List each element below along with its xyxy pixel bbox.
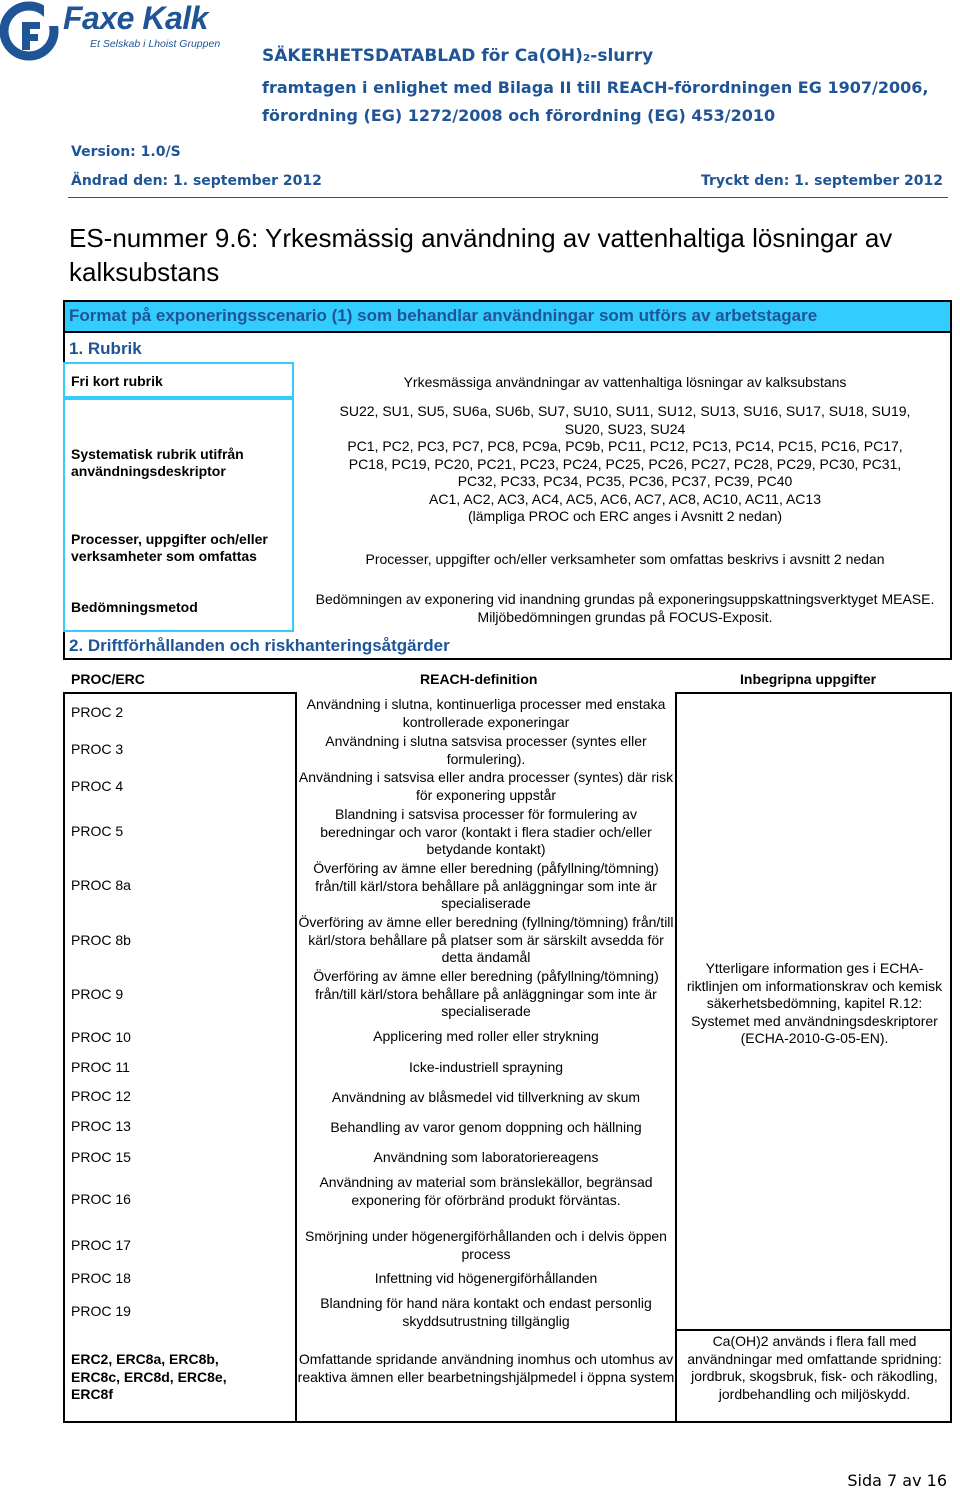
- proc-code: PROC 16: [71, 1191, 131, 1207]
- descriptor-line: SU22, SU1, SU5, SU6a, SU6b, SU7, SU10, SU11, SU12, SU13, SU16, SU17, SU18, SU19,: [339, 403, 911, 419]
- table-border: [63, 1421, 952, 1423]
- section-1-heading: 1. Rubrik: [69, 339, 142, 358]
- label-short-title: Fri kort rubrik: [71, 373, 163, 389]
- descriptor-line: PC32, PC33, PC34, PC35, PC36, PC37, PC39, PC40: [457, 473, 793, 489]
- reach-definition: Användning i slutna satsvisa processer (syntes eller formulering).: [325, 733, 647, 767]
- reach-definition: Överföring av ämne eller beredning (fyllning/tömning) från/till kärl/stora behållare på platser som är särskilt avsedda för detta ändamål: [298, 914, 674, 965]
- header-divider: [68, 197, 948, 198]
- value-processes: Processer, uppgifter och/eller verksamheter som omfattas beskrivs i avsnitt 2 nedan: [365, 551, 885, 567]
- proc-code: PROC 5: [71, 823, 124, 839]
- sds-regulation-line-2: förordning (EG) 1272/2008 och förordning (EG) 453/2010: [262, 106, 776, 125]
- erc-codes: ERC2, ERC8a, ERC8b, ERC8c, ERC8d, ERC8e, ERC8f: [71, 1351, 227, 1402]
- version-label: Version: 1.0/S: [71, 144, 181, 160]
- column-header-definition: REACH-definition: [420, 671, 538, 687]
- table-border: [63, 692, 65, 1422]
- reach-definition: Infettning vid högenergiförhållanden: [374, 1270, 598, 1286]
- exposure-scenario-title: ES-nummer 9.6: Yrkesmässig användning av vattenhaltiga lösningar av kalksubstans: [69, 223, 893, 287]
- descriptor-line: AC1, AC2, AC3, AC4, AC5, AC6, AC7, AC8, AC10, AC11, AC13: [429, 490, 821, 507]
- label-processes: Processer, uppgifter och/eller verksamheter som omfattas: [71, 531, 268, 564]
- reach-definition: Användning i slutna, kontinuerliga processer med enstaka kontrollerade exponeringar: [306, 696, 666, 730]
- proc-code: PROC 4: [71, 778, 124, 794]
- column-header-included: Inbegripna uppgifter: [740, 671, 877, 687]
- table-border: [950, 692, 952, 1422]
- brand-name: Faxe Kalk: [63, 0, 208, 36]
- descriptor-line: PC1, PC2, PC3, PC7, PC8, PC9a, PC9b, PC11, PC12, PC13, PC14, PC15, PC16, PC17,: [347, 438, 903, 454]
- proc-code: PROC 13: [71, 1118, 131, 1134]
- reach-definition: Användning som laboratoriereagens: [373, 1149, 599, 1165]
- reach-definition: Applicering med roller eller strykning: [373, 1028, 599, 1044]
- table-border: [675, 692, 952, 694]
- proc-code: PROC 11: [71, 1059, 130, 1075]
- reach-definition: Smörjning under högenergiförhållanden och i delvis öppen process: [305, 1228, 667, 1262]
- table-border: [63, 692, 296, 694]
- reach-definition: Användning i satsvisa eller andra processer (syntes) där risk för exponering uppstår: [298, 769, 674, 803]
- label-systematic-title: Systematisk rubrik utifrån användningsdeskriptor: [71, 446, 244, 479]
- reach-definition: Behandling av varor genom doppning och hällning: [330, 1119, 642, 1135]
- included-tasks-erc: Ca(OH)2 används i flera fall med användningar med omfattande spridning: jordbruk, skogsbruk, fisk- och räkodling, jordbehandling och miljöskydd.: [687, 1333, 942, 1402]
- proc-code: PROC 8b: [71, 932, 131, 948]
- reach-definition: Omfattande spridande användning inomhus och utomhus av reaktiva ämnen eller bearbetningshjälpmedel i öppna system: [297, 1351, 675, 1385]
- table-border: [675, 1329, 952, 1331]
- changed-date: Ändrad den: 1. september 2012: [71, 173, 322, 189]
- proc-code: PROC 10: [71, 1029, 131, 1045]
- reach-definition: Överföring av ämne eller beredning (påfyllning/tömning) från/till kärl/stora behållare på anläggningar som inte är specialiserade: [313, 860, 659, 911]
- proc-code: PROC 12: [71, 1088, 131, 1104]
- proc-code: PROC 17: [71, 1237, 131, 1253]
- reach-definition: Blandning i satsvisa processer för formulering av beredningar och varor (kontakt i flera stadier och/eller betydande kontakt): [320, 806, 652, 857]
- value-systematic-title: [300, 403, 950, 526]
- proc-code: PROC 2: [71, 704, 124, 720]
- proc-code: PROC 15: [71, 1149, 131, 1165]
- brand-subtitle: Et Selskab i Lhoist Gruppen: [90, 38, 221, 50]
- proc-code: PROC 3: [71, 741, 124, 757]
- label-assessment-method: Bedömningsmetod: [71, 599, 198, 615]
- proc-code: PROC 8a: [71, 877, 131, 893]
- label-box-systematic: [63, 398, 294, 632]
- reach-definition: Icke-industriell sprayning: [408, 1059, 564, 1075]
- reach-definition: Blandning för hand nära kontakt och endast personlig skyddsutrustning tillgänglig: [320, 1295, 652, 1329]
- section-2-heading: 2. Driftförhållanden och riskhanteringsåtgärder: [69, 636, 450, 655]
- descriptor-line: (lämpliga PROC och ERC anges i Avsnitt 2 nedan): [467, 508, 783, 524]
- value-short-title: Yrkesmässiga användningar av vattenhaltiga lösningar av kalksubstans: [403, 374, 847, 390]
- sds-regulation-line-1: framtagen i enlighet med Bilaga II till REACH-förordningen EG 1907/2006,: [262, 78, 929, 97]
- column-header-proc: PROC/ERC: [71, 671, 145, 687]
- proc-code: PROC 19: [71, 1303, 131, 1319]
- proc-code: PROC 9: [71, 986, 124, 1002]
- included-tasks-proc: Ytterligare information ges i ECHA-riktlinjen om informationskrav och kemisk säkerhetsbedömning, kapitel R.12: Systemet med användningsdeskriptorer (ECHA-2010-G-05-EN).: [686, 960, 943, 1046]
- format-heading: Format på exponeringsscenario (1) som behandlar användningar som utförs av arbetstagare: [69, 306, 818, 325]
- printed-date: Tryckt den: 1. september 2012: [701, 173, 943, 189]
- reach-definition: Överföring av ämne eller beredning (påfyllning/tömning) från/till kärl/stora behållare på anläggningar som inte är specialiserade: [313, 968, 659, 1019]
- descriptor-line: PC18, PC19, PC20, PC21, PC23, PC24, PC25, PC26, PC27, PC28, PC29, PC30, PC31,: [348, 455, 902, 472]
- page-number: Sida 7 av 16: [847, 1471, 947, 1490]
- sds-title: SÄKERHETSDATABLAD för Ca(OH)₂-slurry: [262, 46, 654, 66]
- reach-definition: Användning av blåsmedel vid tillverkning av skum: [331, 1089, 641, 1105]
- company-logo-icon: [0, 0, 64, 64]
- reach-definition: Användning av material som bränslekällor, begränsad exponering för oförbränd produkt förväntas.: [319, 1174, 653, 1208]
- table-border: [675, 692, 677, 1422]
- value-assessment-method: Bedömningen av exponering vid inandning grundas på exponeringsuppskattningsverktyget MEASE. Miljöbedömningen grundas på FOCUS-Exposit.: [315, 591, 935, 625]
- descriptor-line: SU20, SU23, SU24: [564, 420, 686, 437]
- proc-code: PROC 18: [71, 1270, 131, 1286]
